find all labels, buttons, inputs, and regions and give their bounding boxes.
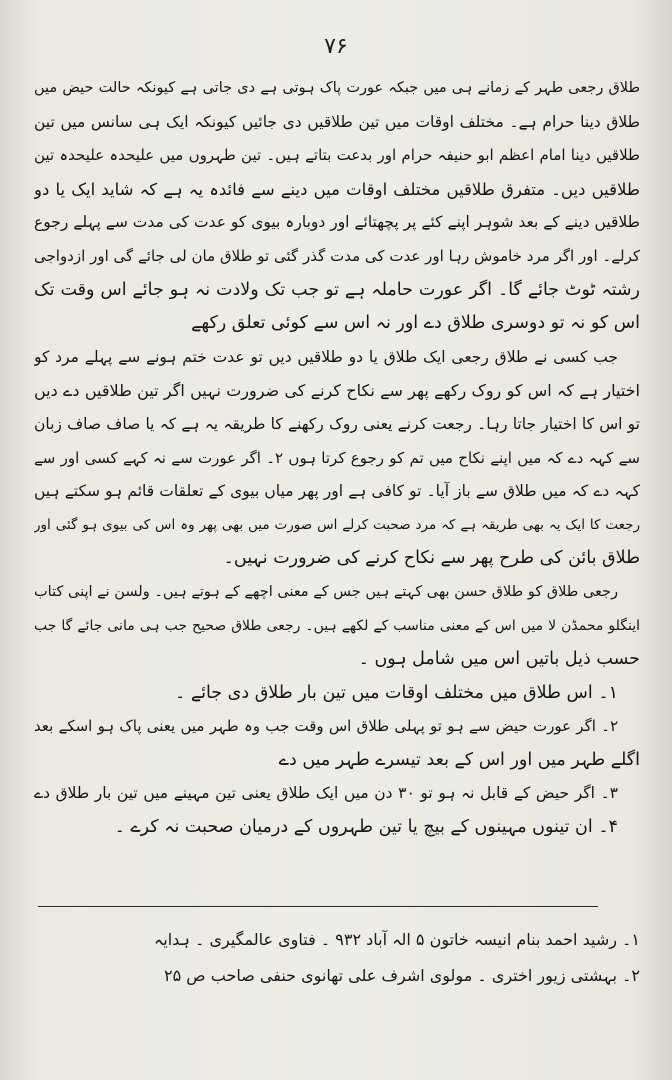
text-line: رشتہ ٹوٹ جائے گا۔ اگر عورت حاملہ ہے تو جب تک ولادت نہ ہو جائے اس وقت تک: [34, 279, 640, 300]
text-line: طلاق رجعی طہر کے زمانے ہی میں جبکہ عورت پاک ہوتی ہے دی جاتی ہے کیونکہ حالت حیض میں: [34, 80, 640, 96]
text-line: اختیار ہے کہ اس کو روک رکھے پھر سے نکاح کرنے کی ضرورت نہیں اگر تین طلاقیں دے دیں: [34, 381, 640, 401]
text-line: کہہ دے کہ میں طلاق سے باز آیا۔ تو کافی ہے اور پھر میاں بیوی کے تعلقات قائم ہو سکتے ہیں: [34, 482, 640, 501]
body-text: [34, 72, 640, 845]
text-line: رجعی طلاق کو طلاق حسن بھی کہتے ہیں جس کے معنی اچھے کے ہوتے ہیں۔ ولسن نے اپنی کتاب: [34, 583, 618, 600]
page-number: ۷۶: [324, 34, 348, 59]
text-line: اس کو نہ تو دوسری طلاق دے اور نہ اس سے کوئی تعلق رکھے: [191, 313, 640, 334]
text-line: تو اس کا اختیار جاتا رہا۔ رجعت کرنے یعنی روک رکھنے کا طریقہ یہ ہے کہ یا صاف صاف زبان: [34, 414, 640, 433]
list-item: ۱۔ اس طلاق میں مختلف اوقات میں تین بار طلاق دی جائے ۔: [175, 682, 618, 703]
text-line: حسب ذیل باتیں اس میں شامل ہوں ۔: [358, 649, 640, 670]
text-line: اینگلو محمڈن لا میں اس کے معنی مناسب کے لکھے ہیں۔ رجعی طلاق صحیح جب ہی مانی جائے گا جب: [34, 617, 640, 634]
text-line: طلاق دینا حرام ہے۔ مختلف اوقات میں تین طلاقیں دی جائیں کیونکہ ایک ہی سانس میں تین: [34, 112, 640, 131]
footnote: ۲۔ بہشتی زیور اختری ۔ مولوی اشرف علی تھانوی حنفی صاحب ص ۲۵: [164, 966, 640, 985]
text-line: سے کہہ دے کہ میں اپنے نکاح میں تم کو رجوع کرتا ہوں ۲۔ اگر عورت سے نہ کہے کسی اور سے: [34, 448, 640, 467]
text-line: کرلے۔ اور اگر مرد خاموش رہا اور عدت کی مدت گذر گئی تو طلاق مان لی جائے گی اور ازدواجی: [34, 246, 640, 265]
list-item: ۴۔ ان تینوں مہینوں کے بیچ یا تین طہروں کے درمیان صحبت نہ کرے ۔: [114, 817, 618, 838]
list-item: ۲۔ اگر عورت حیض سے ہو تو پہلی طلاق اس وقت جب وہ طہر میں یعنی پاک ہو اسکے بعد: [34, 717, 618, 736]
footnotes: [34, 922, 640, 994]
text-line: اگلے طہر میں اور اس کے بعد تیسرے طہر میں دے: [278, 749, 640, 770]
footnote-divider: [38, 906, 598, 907]
footnote: ۱۔ رشید احمد بنام انیسہ خاتون ۵ الہ آباد ۹۳۲ ۔ فتاوی عالمگیری ۔ ہدایہ: [153, 930, 640, 949]
text-line: طلاق بائن کی طرح پھر سے نکاح کرنے کی ضرورت نہیں۔: [223, 548, 640, 569]
text-line: طلاقیں دینے کے بعد شوہر اپنے کئے پر پچھتائے اور دوبارہ بیوی کو عدت کی مدت سے پہلے رجوع: [34, 213, 640, 232]
text-line: طلاقیں دینا امام اعظم ابو حنیفہ حرام اور بدعت بتاتے ہیں۔ تین طہروں میں علیحدہ علیحدہ تین: [34, 146, 640, 165]
text-line: طلاقیں دیں۔ متفرق طلاقیں مختلف اوقات میں دینے سے فائدہ یہ ہے کہ شاید ایک یا دو: [34, 179, 640, 199]
list-item: ۳۔ اگر حیض کے قابل نہ ہو تو ۳۰ دن میں ایک طلاق یعنی تین مہینے میں تین بار طلاق دے: [34, 784, 618, 803]
text-line: جب کسی نے طلاق رجعی ایک طلاق یا دو طلاقیں دیں تو عدت ختم ہونے سے پہلے مرد کو: [34, 347, 618, 366]
text-line: رجعت کا ایک یہ بھی طریقہ ہے کہ مرد صحبت کرلے اس صورت میں بھی پھر وہ اس کی بیوی ہو گئی اور: [34, 516, 640, 533]
